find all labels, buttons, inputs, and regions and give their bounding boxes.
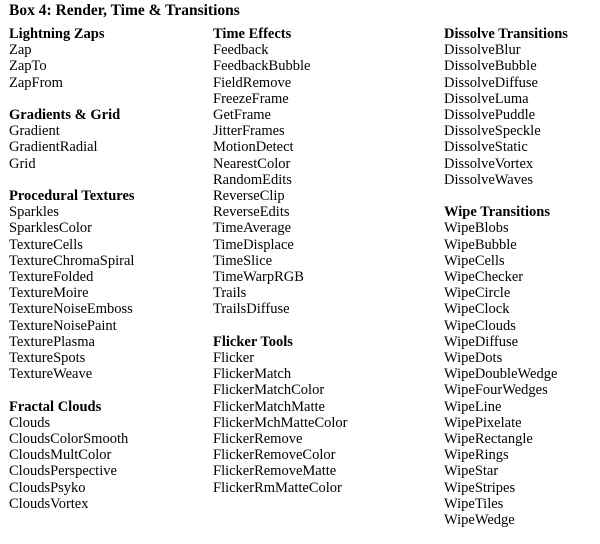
list-item: TimeAverage xyxy=(213,220,292,237)
list-item: CloudsPerspective xyxy=(9,463,117,480)
list-item: DissolveWaves xyxy=(444,171,534,188)
list-item: Flicker xyxy=(213,350,255,367)
list-item: Gradient xyxy=(9,123,60,140)
list-item: FeedbackBubble xyxy=(213,58,311,75)
section-lightning-zaps xyxy=(9,26,135,91)
list-item: NearestColor xyxy=(213,155,291,172)
list-item: MotionDetect xyxy=(213,139,294,156)
list-item: DissolveBlur xyxy=(444,42,521,59)
list-item: WipeDiffuse xyxy=(444,333,519,350)
list-item: WipeClock xyxy=(444,301,510,318)
list-item: DissolveBubble xyxy=(444,58,537,75)
section-fractal-clouds xyxy=(9,399,135,512)
list-item: WipePixelate xyxy=(444,414,522,431)
section-heading: Lightning Zaps xyxy=(9,26,105,42)
list-item: ReverseEdits xyxy=(213,204,290,221)
list-item: TrailsDiffuse xyxy=(213,301,290,318)
list-item: WipeBubble xyxy=(444,236,517,253)
list-item: FlickerRemoveColor xyxy=(213,447,336,464)
list-item: FlickerRemoveMatte xyxy=(213,463,337,480)
list-item: FlickerMatchColor xyxy=(213,382,325,399)
list-item: FreezeFrame xyxy=(213,90,289,107)
list-item: DissolveStatic xyxy=(444,139,528,156)
section-heading: Dissolve Transitions xyxy=(444,26,568,42)
list-item: WipeFourWedges xyxy=(444,382,548,399)
list-item: GradientRadial xyxy=(9,139,98,156)
list-item: ZapTo xyxy=(9,58,47,75)
section-heading: Wipe Transitions xyxy=(444,204,550,221)
list-item: SparklesColor xyxy=(9,220,92,237)
list-item: TexturePlasma xyxy=(9,333,95,350)
list-item: CloudsVortex xyxy=(9,495,89,512)
list-item: Clouds xyxy=(9,414,51,431)
list-item: WipeTiles xyxy=(444,495,504,512)
box-title: Box 4: Render, Time & Transitions xyxy=(9,2,240,19)
column-2 xyxy=(213,26,348,512)
section-gradients-and-grid xyxy=(9,107,135,172)
list-item: TextureCells xyxy=(9,236,83,253)
list-item: TimeWarpRGB xyxy=(213,269,304,286)
list-item: WipeRectangle xyxy=(444,431,533,448)
list-item: TimeDisplace xyxy=(213,236,294,253)
list-item: Zap xyxy=(9,42,32,59)
section-heading: Flicker Tools xyxy=(213,333,293,350)
list-item: ZapFrom xyxy=(9,74,63,91)
list-item: TextureFolded xyxy=(9,269,94,286)
list-item: Grid xyxy=(9,155,36,172)
list-item: RandomEdits xyxy=(213,171,292,188)
list-item: CloudsColorSmooth xyxy=(9,431,129,448)
list-item: DissolveSpeckle xyxy=(444,123,541,140)
list-item: WipeBlobs xyxy=(444,220,509,237)
list-item: DissolveLuma xyxy=(444,90,529,107)
list-item: Trails xyxy=(213,285,247,302)
list-item: FlickerMchMatteColor xyxy=(213,414,348,431)
list-item: Sparkles xyxy=(9,204,59,221)
section-wipe-transitions xyxy=(444,204,568,528)
section-heading: Time Effects xyxy=(213,26,292,42)
list-item: TextureMoire xyxy=(9,285,89,302)
section-heading: Gradients & Grid xyxy=(9,107,121,123)
column-1 xyxy=(9,26,135,528)
list-item: TimeSlice xyxy=(213,252,273,269)
list-item: TextureWeave xyxy=(9,366,93,383)
section-procedural-textures xyxy=(9,188,135,382)
list-item: WipeCells xyxy=(444,252,505,269)
column-3 xyxy=(444,26,568,544)
list-item: WipeWedge xyxy=(444,512,515,529)
list-item: WipeDots xyxy=(444,350,503,367)
list-item: CloudsPsyko xyxy=(9,479,86,496)
list-item: FlickerRmMatteColor xyxy=(213,479,342,496)
list-item: WipeStripes xyxy=(444,479,516,496)
list-item: TextureChromaSpiral xyxy=(9,252,135,269)
list-item: DissolvePuddle xyxy=(444,107,536,124)
list-item: WipeLine xyxy=(444,398,502,415)
list-item: FlickerMatchMatte xyxy=(213,398,325,415)
section-heading: Procedural Textures xyxy=(9,188,135,204)
list-item: DissolveDiffuse xyxy=(444,74,538,91)
list-item: WipeCircle xyxy=(444,285,511,302)
section-time-effects xyxy=(213,26,348,318)
list-item: WipeClouds xyxy=(444,317,516,334)
section-heading: Fractal Clouds xyxy=(9,398,102,415)
list-item: WipeChecker xyxy=(444,269,524,286)
list-item: FieldRemove xyxy=(213,74,292,91)
list-item: WipeDoubleWedge xyxy=(444,366,558,383)
list-item: TextureSpots xyxy=(9,350,86,367)
section-dissolve-transitions xyxy=(444,26,568,188)
list-item: FlickerRemove xyxy=(213,431,303,448)
list-item: ReverseClip xyxy=(213,188,285,205)
list-item: WipeStar xyxy=(444,463,499,480)
section-flicker-tools xyxy=(213,334,348,496)
list-item: TextureNoisePaint xyxy=(9,317,117,334)
list-item: GetFrame xyxy=(213,107,271,124)
list-item: DissolveVortex xyxy=(444,155,534,172)
list-item: WipeRings xyxy=(444,447,509,464)
list-item: Feedback xyxy=(213,42,269,59)
list-item: FlickerMatch xyxy=(213,366,292,383)
list-item: CloudsMultColor xyxy=(9,447,112,464)
list-item: JitterFrames xyxy=(213,123,285,140)
list-item: TextureNoiseEmboss xyxy=(9,301,133,318)
